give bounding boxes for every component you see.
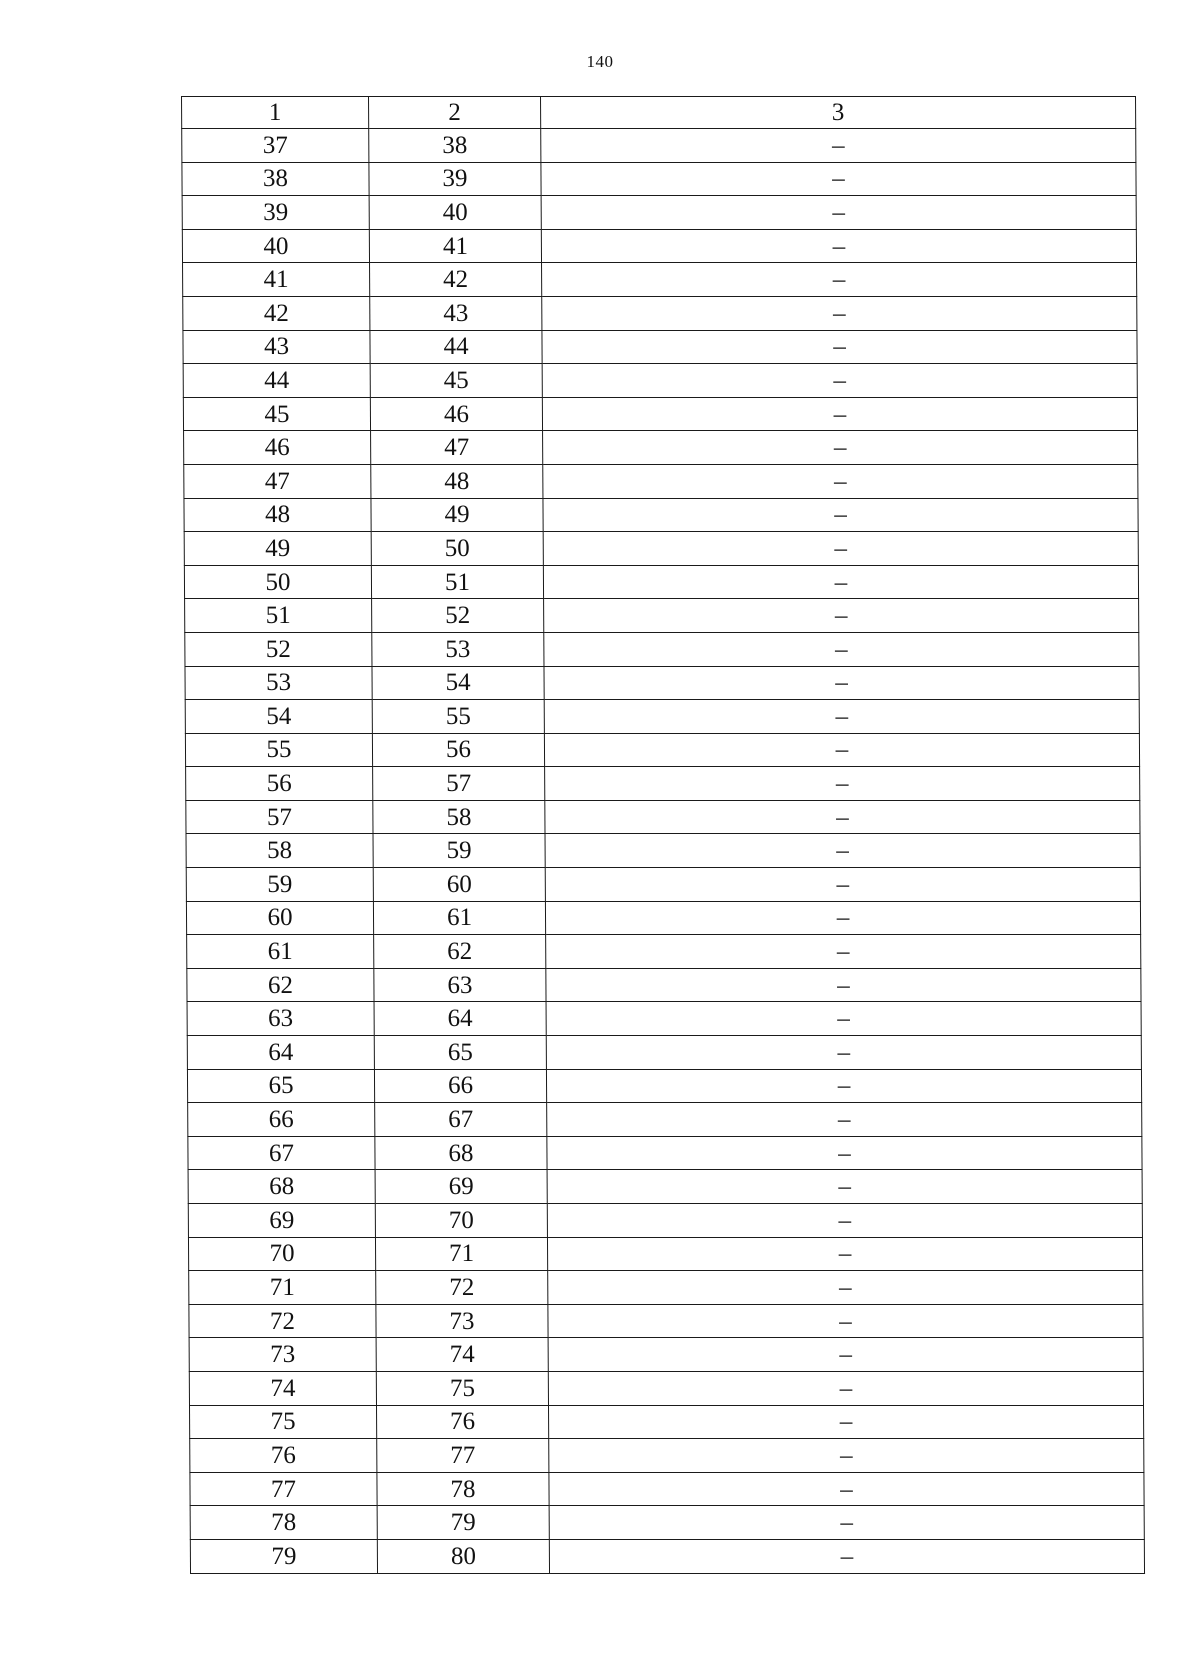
table-cell-col-3: – xyxy=(547,1170,1142,1204)
table-row xyxy=(186,901,1140,935)
table-cell-col-2: 47 xyxy=(371,431,543,465)
table-cell-col-1: 79 xyxy=(190,1539,377,1573)
table-cell-col-3: – xyxy=(546,935,1141,969)
table-cell-col-3: – xyxy=(549,1472,1144,1506)
table-cell-col-1: 43 xyxy=(183,330,370,364)
table-cell-col-2: 55 xyxy=(372,700,544,734)
table-cell-col-1: 54 xyxy=(185,700,372,734)
table-row xyxy=(183,330,1137,364)
table-row xyxy=(187,1069,1141,1103)
table-row xyxy=(188,1103,1142,1137)
table-cell-col-1: 50 xyxy=(184,565,371,599)
table-cell-col-3: – xyxy=(543,464,1138,498)
table-cell-col-1: 48 xyxy=(184,498,371,532)
table-row xyxy=(185,666,1139,700)
table-cell-col-3: – xyxy=(542,296,1137,330)
table-cell-col-2: 45 xyxy=(370,364,542,398)
table-row xyxy=(189,1304,1143,1338)
table-cell-col-2: 50 xyxy=(371,532,543,566)
table-cell-col-3: – xyxy=(547,1237,1142,1271)
table-cell-col-3: – xyxy=(543,565,1138,599)
table-cell-col-3: – xyxy=(547,1103,1142,1137)
table-cell-col-2: 65 xyxy=(374,1036,546,1070)
table-row xyxy=(183,364,1137,398)
table-cell-col-2: 57 xyxy=(373,767,545,801)
table-cell-col-3: – xyxy=(545,834,1140,868)
table-cell-col-2: 44 xyxy=(370,330,542,364)
table-cell-col-3: – xyxy=(546,1069,1141,1103)
table-cell-col-1: 65 xyxy=(187,1069,374,1103)
table-cell-col-2: 58 xyxy=(373,800,545,834)
table-cell-col-2: 67 xyxy=(375,1103,547,1137)
table-cell-col-3: – xyxy=(544,666,1139,700)
data-table xyxy=(181,96,1145,1574)
table-cell-col-2: 53 xyxy=(372,632,544,666)
table-cell-col-1: 41 xyxy=(183,263,370,297)
table-cell-col-1: 66 xyxy=(188,1103,375,1137)
table-cell-col-2: 74 xyxy=(376,1338,548,1372)
table-row xyxy=(185,733,1139,767)
table-row xyxy=(184,565,1138,599)
table-row xyxy=(188,1170,1142,1204)
table-row xyxy=(184,464,1138,498)
table-cell-col-2: 41 xyxy=(369,229,541,263)
table-cell-col-1: 45 xyxy=(183,397,370,431)
table-cell-col-1: 64 xyxy=(187,1036,374,1070)
table-row xyxy=(186,868,1140,902)
table-cell-col-3: – xyxy=(548,1338,1143,1372)
table-cell-col-3: – xyxy=(544,632,1139,666)
table-cell-col-2: 79 xyxy=(377,1506,549,1540)
table-cell-col-2: 59 xyxy=(373,834,545,868)
table-cell-col-1: 58 xyxy=(186,834,373,868)
table-row xyxy=(182,129,1136,163)
table-cell-col-1: 71 xyxy=(189,1271,376,1305)
table-row xyxy=(183,397,1137,431)
table-cell-col-2: 76 xyxy=(376,1405,548,1439)
table-cell-col-1: 60 xyxy=(186,901,373,935)
table-cell-col-3: – xyxy=(545,868,1140,902)
table-cell-col-1: 55 xyxy=(185,733,372,767)
table-row xyxy=(190,1472,1144,1506)
table-cell-col-3: – xyxy=(542,397,1137,431)
table-cell-col-2: 77 xyxy=(377,1439,549,1473)
table-cell-col-3: – xyxy=(545,767,1140,801)
table-cell-col-1: 46 xyxy=(184,431,371,465)
table-cell-col-3: – xyxy=(548,1371,1143,1405)
table-cell-col-1: 59 xyxy=(186,868,373,902)
table-cell-col-3: – xyxy=(541,196,1136,230)
table-cell-col-2: 39 xyxy=(369,162,541,196)
table-cell-col-2: 61 xyxy=(373,901,545,935)
table-cell-col-3: – xyxy=(547,1136,1142,1170)
table-cell-col-1: 75 xyxy=(189,1405,376,1439)
table-cell-col-3: – xyxy=(546,1002,1141,1036)
table-row xyxy=(182,229,1136,263)
table-row xyxy=(185,700,1139,734)
table-cell-col-2: 54 xyxy=(372,666,544,700)
table-cell-col-1: 57 xyxy=(186,800,373,834)
table-row xyxy=(187,935,1141,969)
table-body xyxy=(182,97,1145,1574)
table-cell-col-2: 49 xyxy=(371,498,543,532)
table-cell-col-3: – xyxy=(543,498,1138,532)
table-cell-col-2: 46 xyxy=(370,397,542,431)
table-cell-col-2: 72 xyxy=(376,1271,548,1305)
table-cell-col-2: 38 xyxy=(369,129,541,163)
table-cell-col-2: 51 xyxy=(371,565,543,599)
table-cell-col-1: 38 xyxy=(182,162,369,196)
table-cell-col-2: 56 xyxy=(372,733,544,767)
table-cell-col-1: 39 xyxy=(182,196,369,230)
table-cell-col-3: – xyxy=(548,1405,1143,1439)
table-cell-col-2: 68 xyxy=(375,1136,547,1170)
table-cell-col-3: – xyxy=(549,1539,1144,1573)
table-cell-col-2: 40 xyxy=(369,196,541,230)
table-row xyxy=(189,1371,1143,1405)
table-cell-col-1: 40 xyxy=(182,229,369,263)
table-cell-col-3: – xyxy=(545,800,1140,834)
table-cell-col-2: 69 xyxy=(375,1170,547,1204)
table-cell-col-1: 76 xyxy=(190,1439,377,1473)
table-cell-col-3: – xyxy=(541,162,1136,196)
table-row xyxy=(183,263,1137,297)
table-cell-col-2: 66 xyxy=(374,1069,546,1103)
table-cell-col-1: 72 xyxy=(189,1304,376,1338)
table-row xyxy=(182,162,1136,196)
table-cell-col-1: 37 xyxy=(182,129,369,163)
table-cell-col-1: 74 xyxy=(189,1371,376,1405)
table-row xyxy=(184,532,1138,566)
table-cell-col-2: 78 xyxy=(377,1472,549,1506)
table-cell-col-1: 68 xyxy=(188,1170,375,1204)
table-row xyxy=(189,1271,1143,1305)
table-cell-col-3: – xyxy=(548,1271,1143,1305)
table-cell-col-1: 61 xyxy=(187,935,374,969)
table-cell-col-1: 73 xyxy=(189,1338,376,1372)
table-cell-col-2: 52 xyxy=(372,599,544,633)
table-cell-col-2: 73 xyxy=(376,1304,548,1338)
table-cell-col-3: – xyxy=(546,968,1141,1002)
table-row xyxy=(186,800,1140,834)
table-cell-col-1: 69 xyxy=(188,1204,375,1238)
table-cell-col-3: – xyxy=(548,1304,1143,1338)
table-row xyxy=(189,1405,1143,1439)
table-cell-col-3: – xyxy=(542,263,1137,297)
table-row xyxy=(186,834,1140,868)
page-number: 140 xyxy=(586,52,614,71)
table-row xyxy=(183,296,1137,330)
table-cell-col-1: 56 xyxy=(186,767,373,801)
table-cell-col-2: 71 xyxy=(375,1237,547,1271)
table-cell-col-2: 80 xyxy=(377,1539,549,1573)
table-row xyxy=(188,1136,1142,1170)
table-row xyxy=(190,1539,1144,1573)
table-row xyxy=(190,1506,1144,1540)
table-cell-col-1: 78 xyxy=(190,1506,377,1540)
table-row xyxy=(185,632,1139,666)
table-cell-col-1: 42 xyxy=(183,296,370,330)
table-cell-col-1: 53 xyxy=(185,666,372,700)
table-cell-col-2: 70 xyxy=(375,1204,547,1238)
table-cell-col-1: 67 xyxy=(188,1136,375,1170)
table-cell-col-3: – xyxy=(544,700,1139,734)
table-cell-col-3: – xyxy=(541,129,1136,163)
table-cell-col-2: 63 xyxy=(374,968,546,1002)
table-cell-col-1: 51 xyxy=(185,599,372,633)
table-row xyxy=(185,599,1139,633)
table-cell-col-2: 43 xyxy=(370,296,542,330)
table-cell-col-3: – xyxy=(543,431,1138,465)
table-cell-col-3: – xyxy=(544,599,1139,633)
table-cell-col-3: – xyxy=(549,1506,1144,1540)
table-row xyxy=(184,431,1138,465)
table-cell-col-3: – xyxy=(543,532,1138,566)
header-cell-2: 2 xyxy=(369,97,541,129)
table-row xyxy=(182,196,1136,230)
table-cell-col-1: 44 xyxy=(183,364,370,398)
table-row xyxy=(184,498,1138,532)
table-cell-col-3: – xyxy=(546,1036,1141,1070)
table-cell-col-3: – xyxy=(542,364,1137,398)
table-cell-col-1: 70 xyxy=(188,1237,375,1271)
table-cell-col-2: 75 xyxy=(376,1371,548,1405)
table-cell-col-1: 62 xyxy=(187,968,374,1002)
table-cell-col-2: 62 xyxy=(374,935,546,969)
table-row xyxy=(186,767,1140,801)
table-row xyxy=(190,1439,1144,1473)
table-cell-col-3: – xyxy=(545,901,1140,935)
table-row xyxy=(187,1036,1141,1070)
header-cell-3: 3 xyxy=(541,97,1136,129)
table-cell-col-3: – xyxy=(541,229,1136,263)
table-cell-col-3: – xyxy=(547,1204,1142,1238)
table-cell-col-1: 63 xyxy=(187,1002,374,1036)
table-row xyxy=(187,968,1141,1002)
table-row xyxy=(188,1237,1142,1271)
table-cell-col-1: 49 xyxy=(184,532,371,566)
table-cell-col-2: 42 xyxy=(370,263,542,297)
table-row xyxy=(188,1204,1142,1238)
table-cell-col-2: 60 xyxy=(373,868,545,902)
table-row xyxy=(187,1002,1141,1036)
table-cell-col-2: 64 xyxy=(374,1002,546,1036)
table-cell-col-3: – xyxy=(549,1439,1144,1473)
table-cell-col-1: 52 xyxy=(185,632,372,666)
table-row xyxy=(189,1338,1143,1372)
header-cell-1: 1 xyxy=(182,97,369,129)
table-cell-col-2: 48 xyxy=(371,464,543,498)
table-header-row xyxy=(182,97,1136,129)
table-cell-col-3: – xyxy=(544,733,1139,767)
table-container xyxy=(181,96,1144,1574)
table-cell-col-3: – xyxy=(542,330,1137,364)
table-cell-col-1: 77 xyxy=(190,1472,377,1506)
table-cell-col-1: 47 xyxy=(184,464,371,498)
